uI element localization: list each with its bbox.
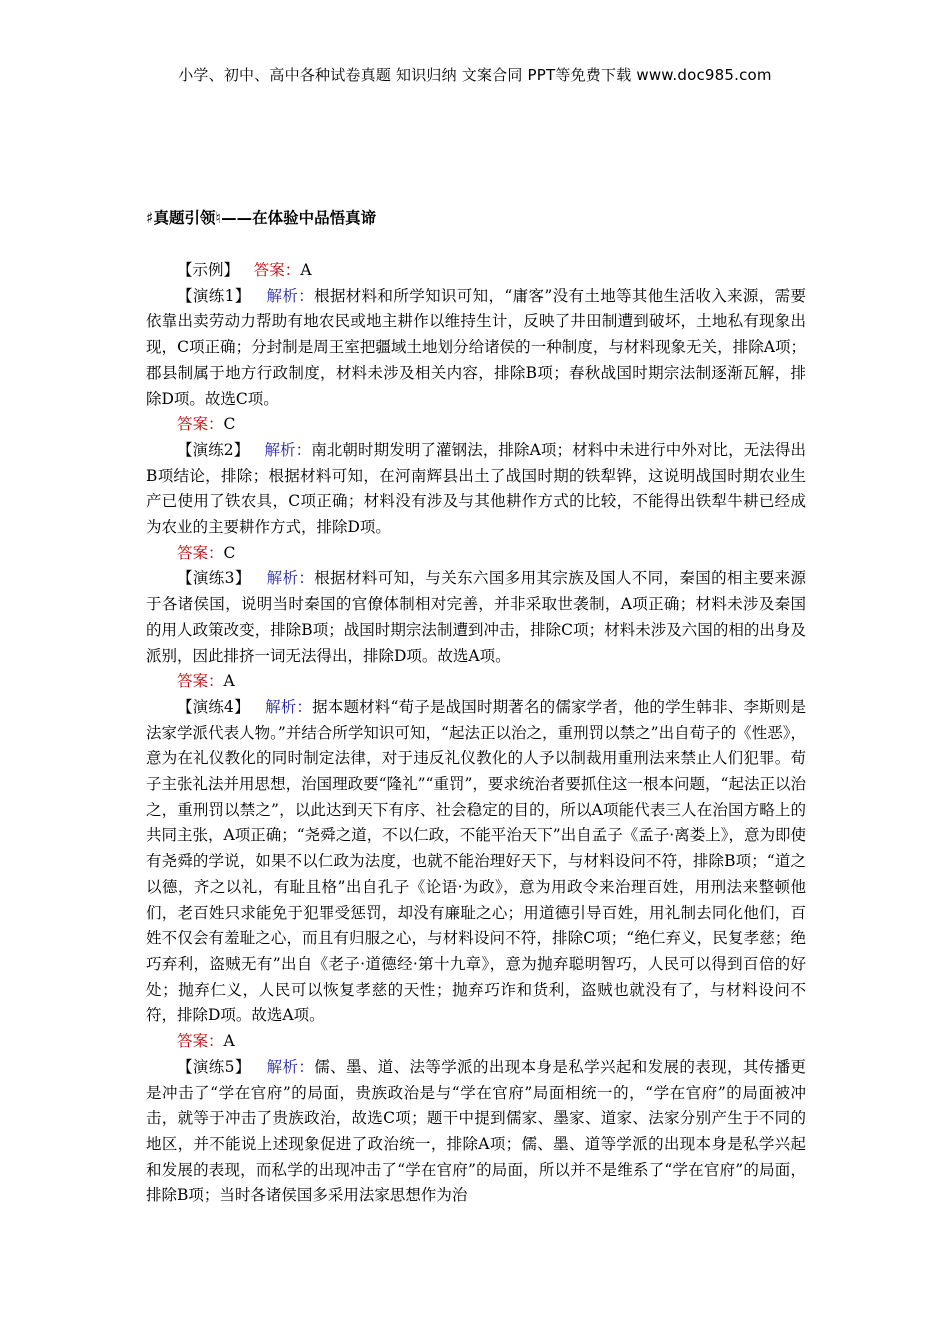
answer-value: A — [300, 261, 312, 279]
answer-content — [146, 258, 806, 1209]
explanation-text: 儒、墨、道、法等学派的出现本身是私学兴起和发展的表现，其传播更是冲击了“学在官府”的局面，贵族政治是与“学在官府”局面相统一的，“学在官府”的局面被冲击，就等于冲击了贵族政治，故选C项；题干中提到儒家、墨家、道家、法家分别产生于不同的地区，并不能说上述现象促进了政治统一，排除A项；儒、墨、道等学派的出现本身是私学兴起和发展的表现，而私学的出现冲击了“学在官府”的局面，所以并不是维系了“学在官府”的局面，排除B项；当时各诸侯国多采用法家思想作为治 — [146, 1057, 806, 1205]
exercise-4-answer — [146, 1029, 806, 1055]
section-title-text: 真题引领 — [153, 209, 216, 227]
page-header: 小学、初中、高中各种试卷真题 知识归纳 文案合同 PPT等免费下载 www.doc985.com — [178, 66, 772, 84]
explanation-text: 南北朝时期发明了灌钢法，排除A项；材料中未进行中外对比，无法得出B项结论，排除；根据材料可知，在河南辉县出土了战国时期的铁犁铧，这说明战国时期农业生产已使用了铁农具，C项正确；材料没有涉及与其他耕作方式的比较，不能得出铁犁牛耕已经成为农业的主要耕作方式，排除D项。 — [146, 440, 806, 537]
exercise-3 — [146, 566, 806, 669]
explanation-text: 根据材料可知，与关东六国多用其宗族及国人不同，秦国的相主要来源于各诸侯国，说明当时秦国的官僚体制相对完善，并非采取世袭制，A项正确；材料未涉及秦国的用人政策改变，排除B项；战国时期宗法制遭到冲击，排除C项；材料未涉及六国的相的出身及派别，因此排挤一词无法得出，排除D项。故选A项。 — [146, 569, 806, 665]
explanation-label: 解析： — [266, 569, 315, 588]
exercise-label: 【演练4】 — [177, 697, 250, 716]
exercise-label: 【演练5】 — [177, 1057, 251, 1076]
explanation-label: 解析： — [264, 440, 312, 459]
explanation-text: 根据材料和所学知识可知，“庸客”没有土地等其他生活收入来源，需要依靠出卖劳动力帮助有地农民或地主耕作以维持生计，反映了井田制遭到破坏，土地私有现象出现，C项正确；分封制是周王室把疆域土地划分给诸侯的一种制度，与材料现象无关，排除A项；郡县制属于地方行政制度，材料未涉及相关内容，排除B项；春秋战国时期宗法制逐渐瓦解，排除D项。故选C项。 — [146, 286, 806, 408]
exercise-4 — [146, 695, 806, 1029]
answer-value: A — [223, 672, 235, 691]
exercise-1 — [146, 284, 806, 413]
explanation-text: 据本题材料“荀子是战国时期著名的儒家学者，他的学生韩非、李斯则是法家学派代表人物。”并结合所学知识可知，“起法正以治之，重刑罚以禁之”出自荀子的《性恶》，意为在礼仪教化的同时制定法律，对于违反礼仪教化的人予以制裁用重刑法来禁止人们犯罪。荀子主张礼法并用思想，治国理政要“隆礼”“重罚”，要求统治者要抓住这一根本问题，“起法正以治之，重刑罚以禁之”，以此达到天下有序、社会稳定的目的，所以A项能代表三人在治国方略上的共同主张，A项正确；“尧舜之道，不以仁政，不能平治天下”出自孟子《孟子·离娄上》，意为即使有尧舜的学说，如果不以仁政为法度，也就不能治理好天下，与材料设问不符，排除B项；“道之以德，齐之以礼，有耻且格”出自孔子《论语·为政》，意为用政令来治理百姓，用刑法来整顿他们，老百姓只求能免于犯罪受惩罚，却没有廉耻之心；用道德引导百姓，用礼制去同化他们，百姓不仅会有羞耻之心，而且有归服之心，与材料设问不符，排除C项；“绝仁弃义，民复孝慈；绝巧弃利，盗贼无有”出自《老子·道德经·第十九章》，意为抛弃聪明智巧，人民可以得到百倍的好处；抛弃仁义，人民可以恢复孝慈的天性；抛弃巧诈和货利，盗贼也就没有了，与材料设问不符，排除D项。故选A项。 — [146, 697, 806, 1025]
answer-label: 答案： — [177, 1032, 224, 1051]
exercise-3-answer — [146, 669, 806, 695]
answer-value: C — [223, 543, 236, 562]
answer-value: A — [223, 1032, 235, 1051]
answer-label: 答案： — [177, 543, 224, 562]
explanation-label: 解析： — [265, 697, 313, 716]
sharp-icon: ♯ — [146, 209, 154, 227]
answer-label: 答案： — [177, 415, 224, 434]
exercise-1-answer — [146, 412, 806, 438]
exercise-label: 【演练2】 — [177, 440, 250, 459]
section-title — [146, 206, 376, 228]
answer-label: 答案： — [253, 261, 301, 279]
natural-icon: ♮ — [215, 209, 222, 227]
exercise-5 — [146, 1055, 806, 1209]
example-label: 【示例】 — [177, 261, 240, 279]
explanation-label: 解析： — [266, 286, 315, 305]
exercise-2-answer — [146, 541, 806, 567]
exercise-label: 【演练3】 — [177, 569, 251, 588]
example-row — [146, 258, 806, 284]
exercise-label: 【演练1】 — [177, 286, 251, 305]
answer-label: 答案： — [177, 672, 224, 691]
explanation-label: 解析： — [266, 1057, 315, 1076]
answer-value: C — [223, 415, 236, 434]
section-subtitle: ——在体验中品悟真谛 — [221, 209, 377, 227]
exercise-2 — [146, 438, 806, 541]
